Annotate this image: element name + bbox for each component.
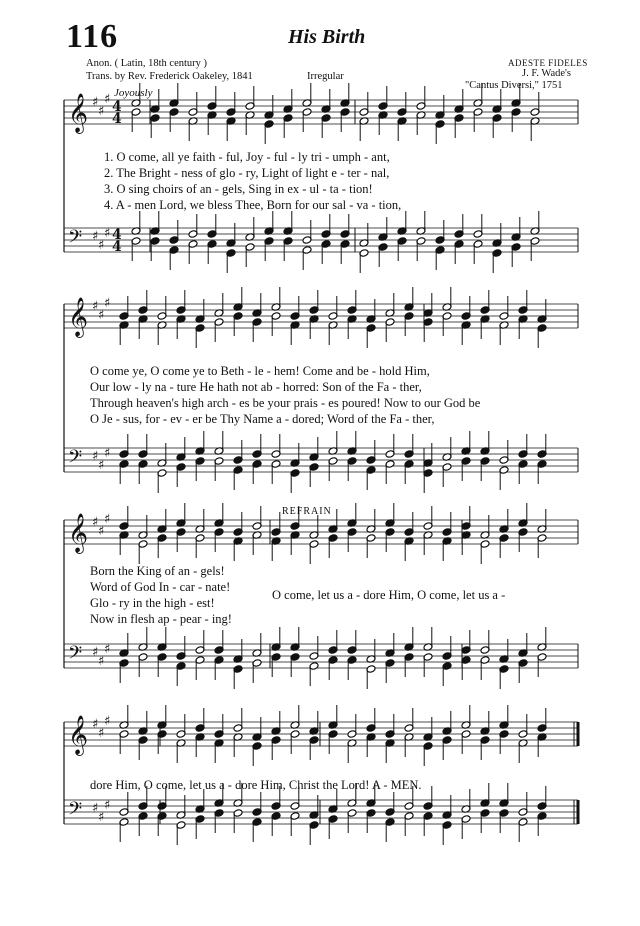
time-signature-bottom: 4: [112, 111, 122, 127]
tune-name: ADESTE FIDELES: [508, 58, 588, 68]
sharp-sign: ♯: [104, 92, 111, 107]
verse-4-line-2: O Je - sus, for - ev - er be Thy Name a - dored; Word of the Fa - ther,: [90, 412, 435, 426]
sharp-sign: ♯: [92, 229, 99, 244]
sharp-sign: ♯: [98, 104, 105, 119]
treble-clef: 𝄞: [68, 297, 89, 337]
verse-2-line-3: Word of God In - car - nate!: [90, 580, 231, 594]
sharp-sign: ♯: [98, 726, 105, 741]
refrain-label: REFRAIN: [282, 506, 332, 517]
sharp-sign: ♯: [92, 299, 99, 314]
sharp-sign: ♯: [98, 654, 105, 669]
sharp-sign: ♯: [92, 645, 99, 660]
sharp-sign: ♯: [104, 296, 111, 311]
sharp-sign: ♯: [104, 798, 111, 813]
sharp-sign: ♯: [98, 524, 105, 539]
verse-4-line-3: Now in flesh ap - pear - ing!: [90, 612, 232, 626]
sharp-sign: ♯: [104, 714, 111, 729]
sharp-sign: ♯: [98, 238, 105, 253]
bass-clef: 𝄢: [68, 643, 83, 668]
translator-credit: Trans. by Rev. Frederick Oakeley, 1841: [86, 71, 253, 82]
verse-3-line-1: 3. O sing choirs of an - gels, Sing in ex - ul - ta - tion!: [104, 182, 373, 196]
verse-3-line-2: Through heaven's high arch - es be your prais - es poured! Now to our God be: [90, 396, 481, 410]
verse-1-line-1: 1. O come, all ye faith - ful, Joy - ful - ly tri - umph - ant,: [104, 150, 390, 164]
author-credit: Anon. ( Latin, 18th century ): [86, 58, 208, 69]
treble-clef: 𝄞: [68, 93, 89, 133]
verse-3-line-3: Glo - ry in the high - est!: [90, 596, 215, 610]
sharp-sign: ♯: [92, 449, 99, 464]
bass-clef: 𝄢: [68, 799, 83, 824]
sharp-sign: ♯: [104, 226, 111, 241]
verse-2-line-2: Our low - ly na - ture He hath not ab - horred: Son of the Fa - ther,: [90, 380, 422, 394]
sharp-sign: ♯: [98, 810, 105, 825]
sharp-sign: ♯: [104, 512, 111, 527]
time-signature-top: 4: [112, 227, 122, 243]
time-signature-bottom: 4: [112, 239, 122, 255]
sharp-sign: ♯: [92, 515, 99, 530]
hymn-number: 116: [66, 18, 119, 55]
treble-clef: 𝄞: [68, 513, 89, 553]
sharp-sign: ♯: [104, 446, 111, 461]
bass-clef: 𝄢: [68, 447, 83, 472]
sharp-sign: ♯: [92, 717, 99, 732]
verse-2-line-1: 2. The Bright - ness of glo - ry, Light of light e - ter - nal,: [104, 166, 390, 180]
refrain-line-1: O come, let us a - dore Him, O come, let us a -: [272, 588, 506, 602]
source-credit: "Cantus Diversi," 1751: [465, 80, 563, 91]
bass-clef: 𝄢: [68, 227, 83, 252]
verse-1-line-3: Born the King of an - gels!: [90, 564, 225, 578]
time-signature-top: 4: [112, 99, 122, 115]
sharp-sign: ♯: [98, 308, 105, 323]
sharp-sign: ♯: [104, 642, 111, 657]
hymn-title: His Birth: [288, 26, 366, 48]
meter-label: Irregular: [307, 71, 344, 82]
verse-1-line-2: O come ye, O come ye to Beth - le - hem! Come and be - hold Him,: [90, 364, 430, 378]
tempo-marking: Joyously: [114, 87, 153, 99]
verse-4-line-1: 4. A - men Lord, we bless Thee, Born for our sal - va - tion,: [104, 198, 402, 212]
treble-clef: 𝄞: [68, 715, 89, 755]
sharp-sign: ♯: [98, 458, 105, 473]
composer-credit: J. F. Wade's: [522, 68, 572, 79]
refrain-line-2: dore Him, O come, let us a - dore Him, Christ the Lord! A - MEN.: [90, 778, 422, 792]
sharp-sign: ♯: [92, 95, 99, 110]
sharp-sign: ♯: [92, 801, 99, 816]
